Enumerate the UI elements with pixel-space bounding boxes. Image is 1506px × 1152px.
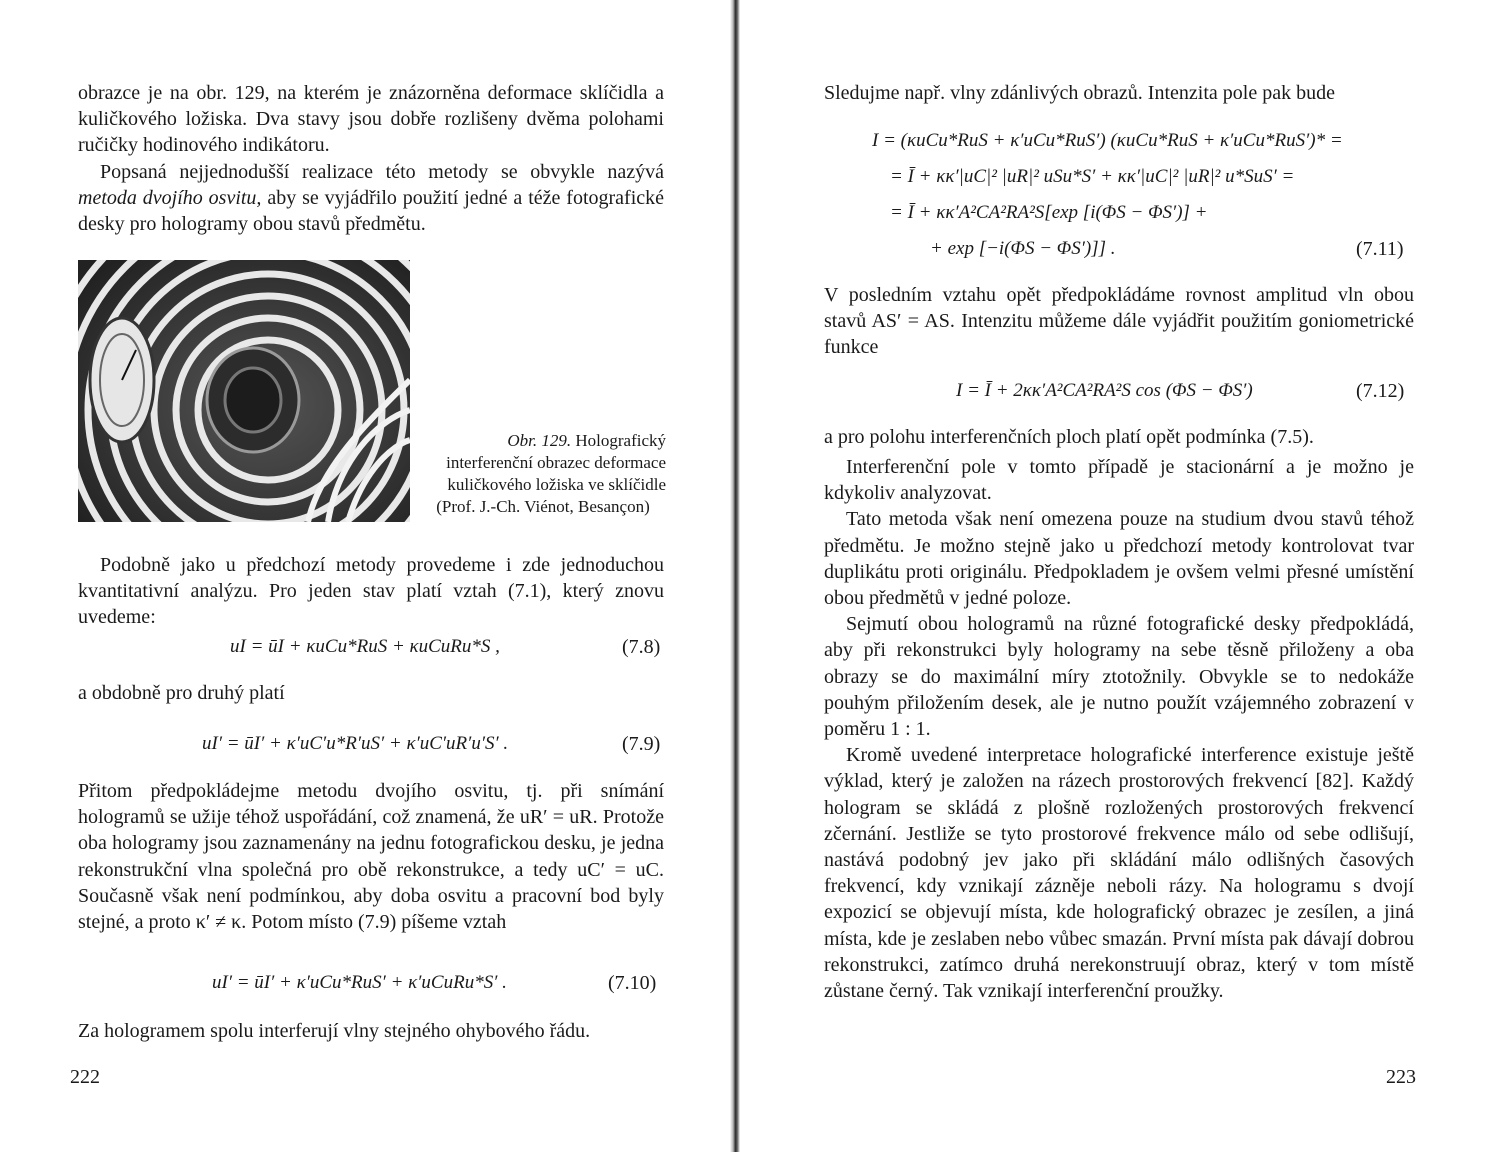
equation-7-11-line2: = Ī + κκ′|uC|² |uR|² uSu*S′ + κκ′|uC|² |uR|² u*SuS′ = xyxy=(890,166,1295,187)
method-text-end: aby se vyjádřilo použití jedné a téže fotografické desky pro hologramy obou stavů předmětu. xyxy=(78,186,665,236)
equation-7-10: uI′ = ūI′ + κ′uCu*RuS′ + κ′uCuRu*S′ . xyxy=(212,972,507,993)
equation-number-7-10: (7.10) xyxy=(608,972,657,994)
intro-text: obrazce je na obr. 129, na kterém je znázorněna deformace sklíčidla a kuličkového ložiska. Dva stavy jsou dobře rozlišeny dvěma polohami ručičky hodinového indikátoru. xyxy=(78,82,664,157)
equation-number-7-12: (7.12) xyxy=(1356,380,1405,402)
equation-7-8: uI = ūI + κuCu*RuS + κuCuRu*S , xyxy=(230,636,500,657)
page-number-left: 222 xyxy=(70,1066,100,1088)
assumption-paragraph: Přitom předpokládejme metodu dvojího osvitu, tj. při snímání hologramů se užije téhož uspořádání, což znamená, že uR′ = uR. Protože oba hologramy jsou zaznamenány na jednu fotografickou desku, je jedna rekonstrukční vlna společná pro obě rekonstrukce, a tedy uC′ = uC. Současně však není podmínkou, aby doba osvitu a pracovní bod byly stejné, a proto κ′ ≠ κ. Potom místo (7.9) píšeme vztah xyxy=(78,780,664,934)
spatial-frequency-paragraph: Kromě uvedené interpretace holografické interference existuje ještě výklad, který je založen na rázech prostorových frekvencí [82]. Každý hologram se skládá z plošně rozložených prostorových frekvencí zčernání. Jestliže se tyto prostorové frekvence málo od sebe odlišují, nastává podobný jev jako při skládání málo odlišných časových frekvencí, kdy vznikají zázněje neboli rázy. Na hologramu s dvojí expozicí se objevují místa, kde holografický obrazec je zesílen, a jiná místa, kde je zeslaben nebo vůbec smazán. První místa pak dávají dobrou rekonstrukci, zatímco druhá nerekonstruují obraz, který v tom místě zůstane černý. Tak vznikají interferenční proužky. xyxy=(824,744,1414,1003)
right-paragraphs xyxy=(824,454,1414,1004)
duplicate-paragraph: Tato metoda však není omezena pouze na studium dvou stavů téhož předmětu. Je možno stejně jako u předchozí metody kontrolovat tvar duplikátu proti originálu. Předpokladem je ovšem velmi přesné umístění obou předmětů v jedné poloze. xyxy=(824,508,1414,610)
equation-7-11-line3: = Ī + κκ′A²CA²RA²S[exp [i(ΦS − ΦS′)] + xyxy=(890,202,1208,223)
equation-7-11-line4: + exp [−i(ΦS − ΦS′)]] . xyxy=(930,238,1116,259)
left-page xyxy=(0,0,734,1152)
equation-7-12: I = Ī + 2κκ′A²CA²RA²S cos (ΦS − ΦS′) xyxy=(956,380,1253,401)
figure-label: Obr. 129. xyxy=(507,431,572,450)
equation-number-7-9: (7.9) xyxy=(622,733,661,755)
equation-number-7-11: (7.11) xyxy=(1356,238,1404,260)
condition-line: a pro polohu interferenčních ploch platí opět podmínka (7.5). xyxy=(824,426,1314,448)
page-number-right: 223 xyxy=(1386,1066,1416,1088)
method-text-start: Popsaná nejjednodušší realizace této metody se obvykle nazývá xyxy=(100,160,664,183)
figure-caption xyxy=(420,430,666,518)
hologram-figure-image xyxy=(78,260,410,522)
analog-text: a obdobně pro druhý platí xyxy=(78,682,285,704)
equation-7-11-line1: I = (κuCu*RuS + κ′uCu*RuS′) (κuCu*RuS + κ′uCu*RuS′)* = xyxy=(872,130,1343,151)
method-paragraph xyxy=(78,159,664,238)
intro-paragraph xyxy=(78,80,664,237)
analysis-paragraph: Podobně jako u předchozí metody provedeme i zde jednoduchou kvantitativní analýzu. Pro jeden stav platí vztah (7.1), který znovu uvedeme: xyxy=(78,554,664,629)
two-holograms-paragraph: Sejmutí obou hologramů na různé fotografické desky předpokládá, aby při rekonstrukci byly hologramy na sebe těsně přiloženy a oba obrazy se do maximální míry ztotožnily. Obvykle se to nedokáže pouhým přiložením desek, ale je nutno použít vzájemného zobrazení v poměru 1 : 1. xyxy=(824,613,1414,741)
amplitude-paragraph: V posledním vztahu opět předpokládáme rovnost amplitud vln obou stavů AS′ = AS. Intenzitu můžeme dále vyjádřit použitím goniometrické funkce xyxy=(824,284,1414,359)
bottom-line: Za hologramem spolu interferují vlny stejného ohybového řádu. xyxy=(78,1020,591,1042)
figure-credit: (Prof. J.-Ch. Viénot, Besançon) xyxy=(436,497,650,516)
equation-number-7-8: (7.8) xyxy=(622,636,661,658)
equation-7-9: uI′ = ūI′ + κ′uC′u*R′uS′ + κ′uC′uR′u′S′ . xyxy=(202,733,509,754)
stationary-paragraph: Interferenční pole v tomto případě je stacionární a je možno je kdykoliv analyzovat. xyxy=(824,456,1414,505)
right-intro-line: Sledujme např. vlny zdánlivých obrazů. Intenzita pole pak bude xyxy=(824,82,1335,104)
interference-fringes-picture xyxy=(78,260,410,522)
figure-caption-text: Holografický interferenční obrazec deformace kuličkového ložiska ve sklíčidle xyxy=(446,431,666,494)
right-page xyxy=(738,0,1506,1152)
method-name: metoda dvojího osvitu, xyxy=(78,186,262,209)
